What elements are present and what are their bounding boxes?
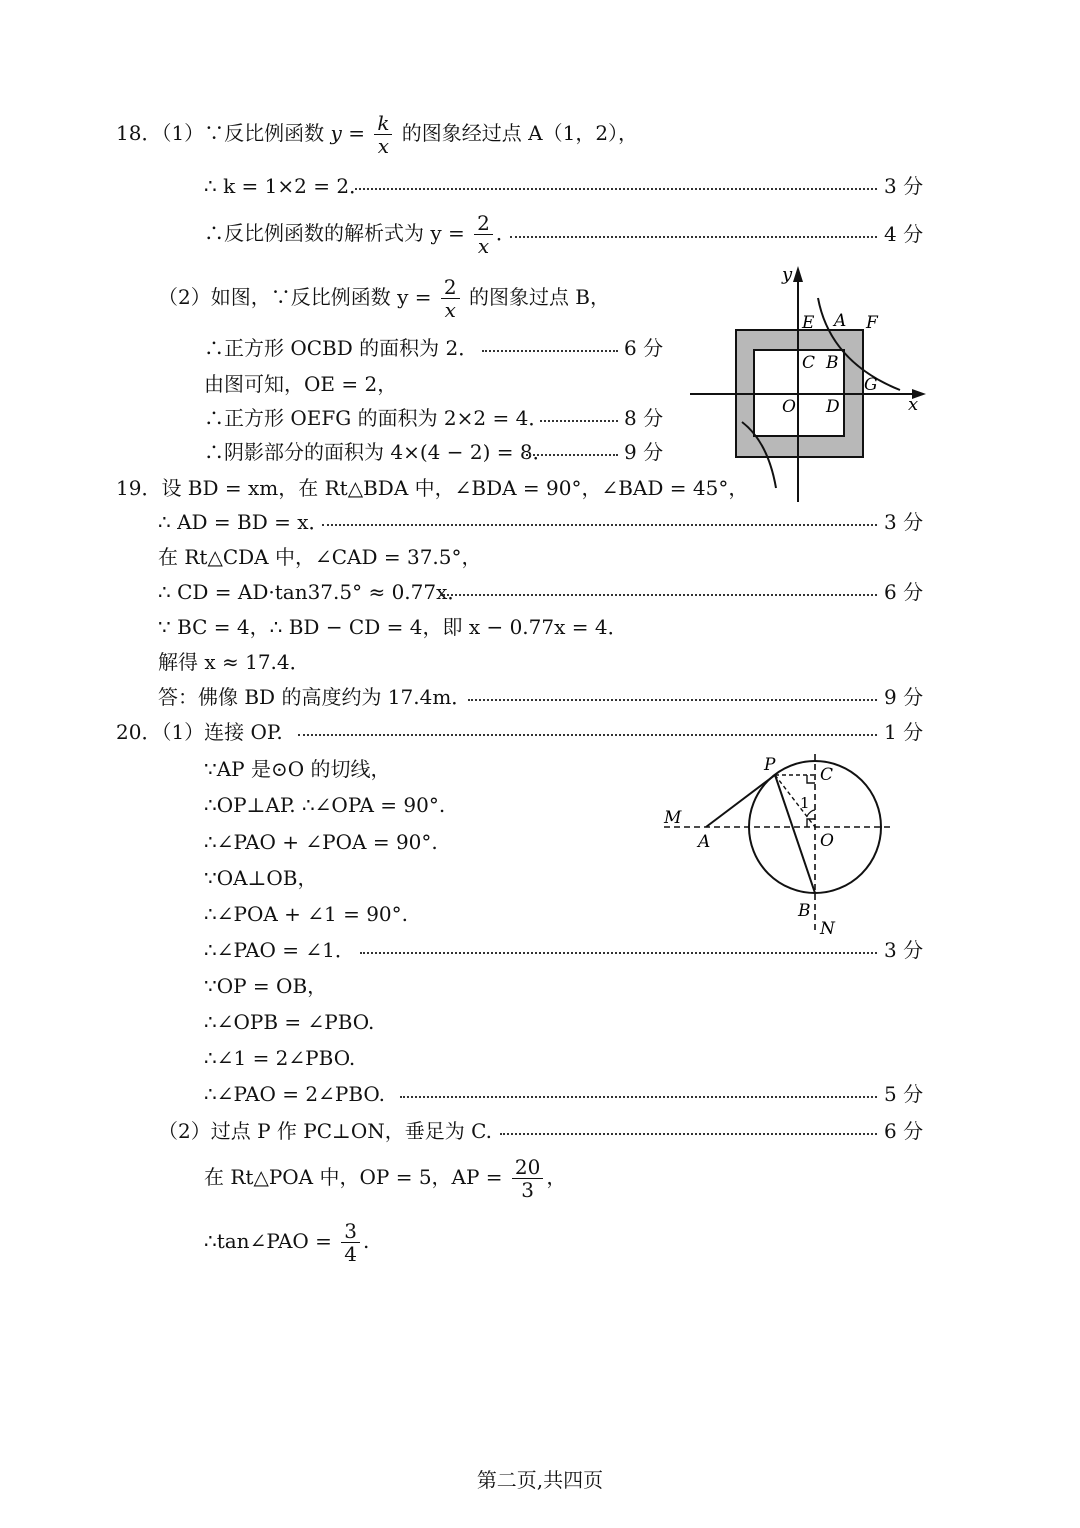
- q18-p1-l3-den: x: [477, 234, 490, 258]
- q19-line7: 答：佛像 BD 的高度约为 17.4m．: [158, 685, 472, 709]
- q20-line11: ∴∠PAO = 2∠PBO.: [204, 1082, 386, 1106]
- y-axis-arrow-icon: [793, 266, 803, 282]
- leader-dots: [400, 1096, 877, 1098]
- label-A: A: [834, 311, 847, 331]
- leader-dots: [440, 594, 877, 596]
- label-C: C: [820, 765, 834, 785]
- leader-dots: [355, 188, 877, 190]
- q20-line4: ∴∠PAO + ∠POA = 90°.: [204, 830, 438, 854]
- q20-figure-circle-tangent: [660, 750, 900, 945]
- q20-line13: [204, 1156, 566, 1201]
- label-x: x: [908, 394, 919, 415]
- q18-p2-l1-post: 的图象过点 B，: [462, 285, 611, 309]
- q20-line8: ∵OP = OB，: [204, 974, 328, 998]
- leader-dots: [482, 350, 618, 352]
- q20-l14-post: .: [363, 1229, 370, 1253]
- q18-part2-line2: ∴正方形 OCBD 的面积为 2．: [204, 336, 479, 360]
- q20-line10: ∴∠1 = 2∠PBO.: [204, 1046, 356, 1070]
- score-4: 4 分: [884, 222, 924, 246]
- q18-p2-fraction-2-over-x: [441, 276, 460, 321]
- label-D: D: [826, 397, 840, 417]
- leader-dots: [468, 699, 877, 701]
- q20-l13-pre: 在 Rt△POA 中，OP = 5，AP =: [204, 1165, 509, 1189]
- q20-line12: （2）过点 P 作 PC⊥ON，垂足为 C.: [158, 1119, 493, 1143]
- score-3: 3 分: [884, 938, 924, 962]
- q18-p1-l1-y: y: [330, 121, 342, 145]
- q18-p1-l1-eq: =: [341, 121, 372, 145]
- q20-fraction-20-over-3: [512, 1156, 543, 1201]
- q19-line6: 解得 x ≈ 17.4．: [158, 650, 310, 674]
- q18-p1-fraction-2-over-x: [474, 212, 493, 257]
- q18-part1-line1: [116, 112, 638, 157]
- label-O: O: [782, 397, 796, 417]
- q18-figure-squares-hyperbola: [690, 262, 940, 507]
- label-B: B: [798, 901, 811, 921]
- page-footer: 第二页,共四页: [476, 1468, 604, 1492]
- q19-line3: 在 Rt△CDA 中，∠CAD = 37.5°，: [158, 545, 482, 569]
- score-6: 6 分: [884, 580, 924, 604]
- q19-line2: ∴ AD = BD = x．: [158, 510, 329, 534]
- q20-line7: ∴∠PAO = ∠1．: [204, 938, 355, 962]
- q20-l14-num: 3: [341, 1220, 360, 1243]
- leader-dots: [540, 420, 618, 422]
- q18-p1-l3-pre: ∴反比例函数的解析式为 y =: [204, 221, 472, 245]
- q20-line2: ∵AP 是⊙O 的切线，: [204, 757, 391, 781]
- label-B: B: [826, 353, 839, 373]
- chord-PB: [775, 775, 815, 893]
- q18-p1-frac-den: x: [377, 134, 390, 158]
- label-y: y: [782, 264, 793, 285]
- leader-dots: [298, 734, 877, 736]
- q20-line3: ∴OP⊥AP. ∴∠OPA = 90°.: [204, 793, 446, 817]
- tangent-AP: [706, 775, 775, 827]
- score-6: 6 分: [884, 1119, 924, 1143]
- score-9: 9 分: [624, 440, 664, 464]
- score-8: 8 分: [624, 406, 664, 430]
- score-1: 1 分: [884, 720, 924, 744]
- q18-part2-line3: 由图可知，OE = 2，: [204, 372, 398, 396]
- label-angle-1: 1: [800, 794, 810, 812]
- leader-dots: [360, 952, 877, 954]
- q18-part2-line1: [158, 276, 610, 321]
- label-F: F: [866, 313, 878, 333]
- q18-part1-line2: ∴ k = 1×2 = 2．: [204, 174, 370, 198]
- label-G: G: [864, 375, 878, 395]
- q18-p2-l1-num: 2: [441, 276, 460, 299]
- q19-line4: ∴ CD = AD·tan37.5° ≈ 0.77x．: [158, 580, 468, 604]
- leader-dots: [510, 236, 877, 238]
- label-A: A: [698, 832, 711, 852]
- q20-line6: ∴∠POA + ∠1 = 90°.: [204, 902, 409, 926]
- q18-part1-line3: [204, 212, 516, 257]
- q20-line9: ∴∠OPB = ∠PBO.: [204, 1010, 375, 1034]
- q20-line1: 20．（1）连接 OP.: [116, 720, 283, 744]
- label-E: E: [802, 313, 815, 333]
- label-M: M: [664, 808, 682, 828]
- q20-line14: [204, 1220, 369, 1265]
- q18-p1-l1-post: 的图象经过点 A（1，2），: [395, 121, 639, 145]
- q18-p1-l1-pre: 18．（1）∵反比例函数: [116, 121, 331, 145]
- q18-p1-l3-num: 2: [474, 212, 493, 235]
- score-5: 5 分: [884, 1082, 924, 1106]
- leader-dots: [322, 524, 877, 526]
- q18-p1-fraction-k-over-x: [374, 112, 392, 157]
- leader-dots: [500, 1133, 877, 1135]
- q20-line5: ∵OA⊥OB，: [204, 866, 318, 890]
- q18-p2-l1-den: x: [444, 298, 456, 322]
- q18-part2-line4: ∴正方形 OEFG 的面积为 2×2 = 4．: [204, 406, 549, 430]
- score-9: 9 分: [884, 685, 924, 709]
- right-angle-mark-C: [807, 775, 815, 783]
- score-3: 3 分: [884, 174, 924, 198]
- label-C: C: [802, 353, 816, 373]
- q18-p1-frac-num: k: [374, 112, 392, 135]
- q20-l14-den: 4: [344, 1242, 357, 1266]
- score-3: 3 分: [884, 510, 924, 534]
- leader-dots: [526, 454, 618, 456]
- label-P: P: [764, 755, 776, 775]
- label-N: N: [820, 919, 835, 939]
- q20-l14-pre: ∴tan∠PAO =: [204, 1229, 339, 1253]
- q18-p1-l3-post: ．: [495, 221, 516, 245]
- score-6: 6 分: [624, 336, 664, 360]
- q20-l13-post: ，: [546, 1165, 567, 1189]
- q20-l13-den: 3: [521, 1178, 535, 1202]
- label-O: O: [820, 831, 834, 851]
- q20-l13-num: 20: [512, 1156, 543, 1179]
- q20-fraction-3-over-4: [341, 1220, 360, 1265]
- q18-part2-line5: ∴阴影部分的面积为 4×(4 − 2) = 8．: [204, 440, 553, 464]
- q19-line1: 19．设 BD = xm，在 Rt△BDA 中，∠BDA = 90°，∠BAD = 45°，: [116, 476, 749, 500]
- q19-line5: ∵ BC = 4，∴ BD − CD = 4，即 x − 0.77x = 4．: [158, 615, 628, 639]
- q18-p2-l1-pre: （2）如图，∵反比例函数 y =: [158, 285, 438, 309]
